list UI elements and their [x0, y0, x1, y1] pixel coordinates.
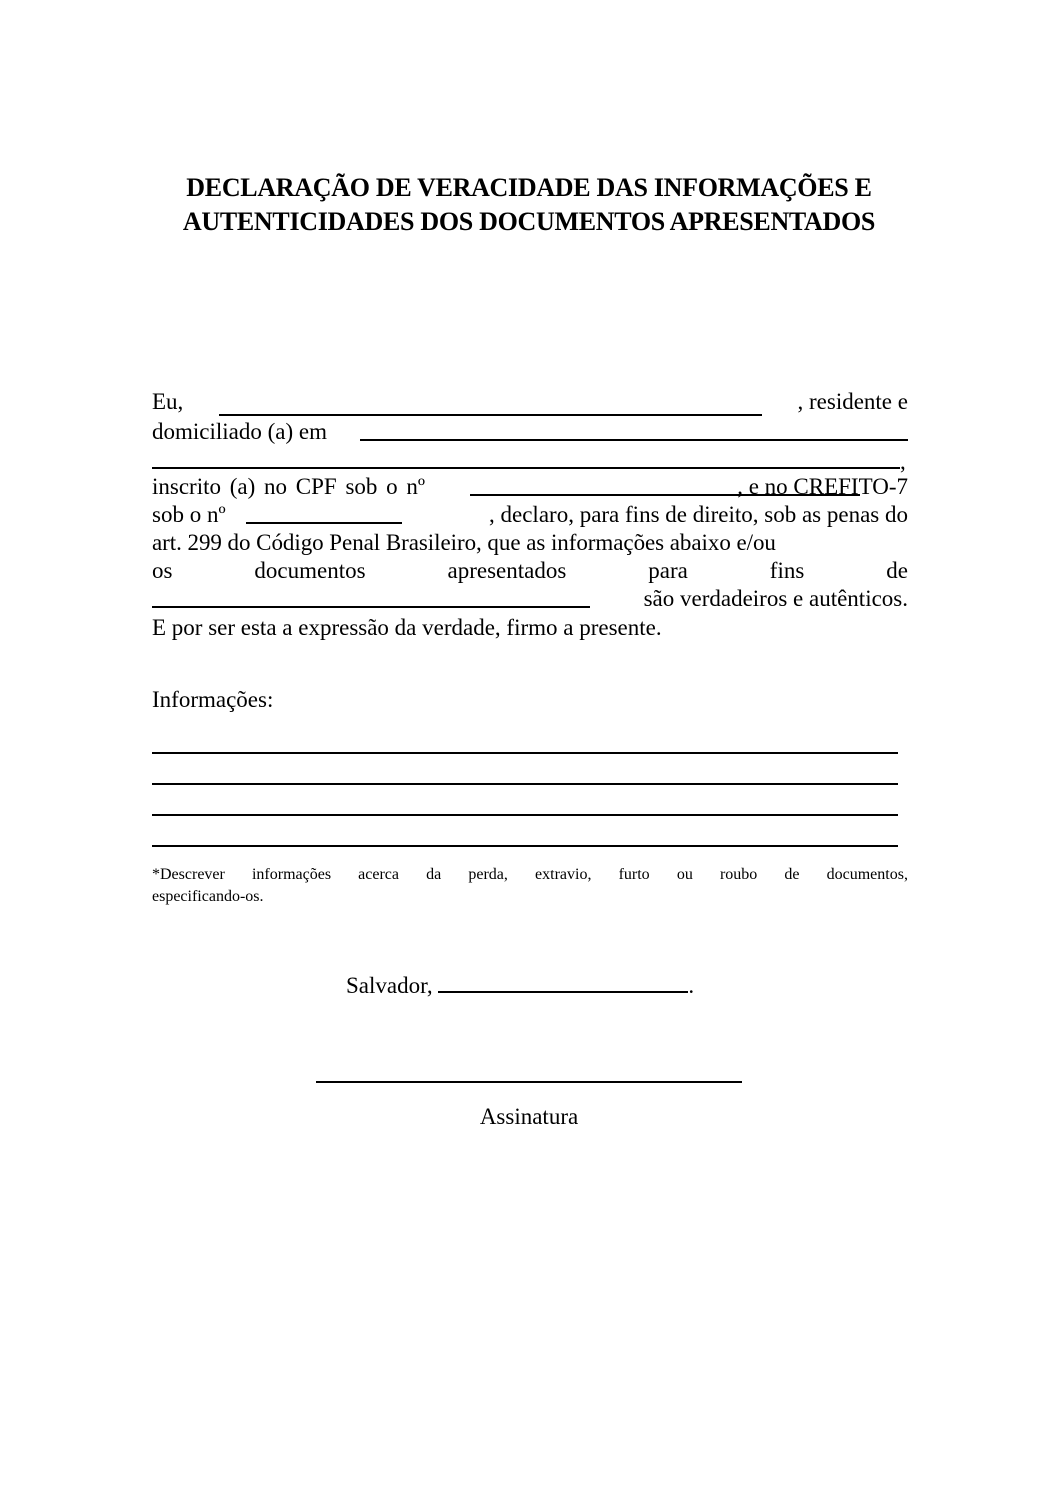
footnote-word: informações [251, 866, 332, 883]
residente-label: , residente e [797, 389, 908, 414]
footnote-word: documentos, [826, 866, 908, 883]
salvador-label: Salvador, [346, 973, 433, 998]
footnote-word: ou [676, 866, 693, 883]
crefito-field[interactable] [246, 501, 402, 524]
eu-label: Eu, [152, 389, 184, 414]
city-date-line [346, 970, 694, 1000]
word-documentos: documentos [254, 558, 366, 583]
date-field[interactable] [438, 970, 688, 993]
comma-label: , [900, 449, 906, 474]
crefito-label: , e no CREFITO-7 [737, 474, 908, 499]
word-apresentados: apresentados [447, 558, 567, 583]
footnote-word: *Descrever [152, 866, 225, 883]
word-para: para [648, 558, 688, 583]
word-os: os [152, 558, 173, 583]
address-line [152, 418, 908, 446]
footnote-word: de [784, 866, 800, 883]
period-label: . [688, 973, 695, 998]
closing-statement: E por ser esta a expressão da verdade, firmo a presente. [152, 615, 662, 640]
document-title-line-1: DECLARAÇÃO DE VERACIDADE DAS INFORMAÇÕES E [186, 173, 872, 202]
informacoes-field-2[interactable] [152, 783, 898, 785]
footnote-word: roubo [719, 866, 758, 883]
signature-label: Assinatura [479, 1104, 579, 1129]
cpf-line [152, 473, 908, 501]
footnote-word: da [426, 866, 442, 883]
footnote-word: acerca [358, 866, 400, 883]
informacoes-field-3[interactable] [152, 814, 898, 816]
purpose-field-line [152, 585, 908, 613]
declaro-label: , declaro, para fins de direito, sob as penas do [489, 502, 908, 527]
document-title-line-2: AUTENTICIDADES DOS DOCUMENTOS APRESENTADOS [182, 207, 876, 236]
informacoes-field-1[interactable] [152, 752, 898, 754]
footnote-line-1 [152, 864, 908, 886]
purpose-line [152, 557, 908, 585]
informacoes-field-4[interactable] [152, 845, 898, 847]
footnote-word: extravio, [535, 866, 592, 883]
address-field-continued[interactable] [152, 446, 900, 469]
cpf-label: inscrito (a) no CPF sob o nº [152, 474, 426, 499]
crefito-number-line [152, 501, 908, 529]
word-fins: fins [769, 558, 805, 583]
footnote [152, 864, 908, 908]
word-de: de [886, 558, 908, 583]
purpose-field[interactable] [152, 585, 590, 608]
name-field[interactable] [219, 393, 762, 416]
address-continuation-line [152, 446, 908, 474]
address-field[interactable] [360, 418, 908, 441]
footnote-word: furto [618, 866, 650, 883]
sao-verdadeiros-label: são verdadeiros e autênticos. [643, 586, 908, 611]
footnote-line-2: especificando-os. [152, 888, 264, 905]
informacoes-label: Informações: [152, 687, 274, 712]
signature-field[interactable] [316, 1081, 742, 1083]
domiciliado-label: domiciliado (a) em [152, 419, 327, 444]
sob-o-n-label: sob o nº [152, 502, 226, 527]
footnote-word: perda, [468, 866, 508, 883]
article-line: art. 299 do Código Penal Brasileiro, que as informações abaixo e/ou [152, 530, 776, 555]
declarant-name-line [152, 388, 908, 416]
